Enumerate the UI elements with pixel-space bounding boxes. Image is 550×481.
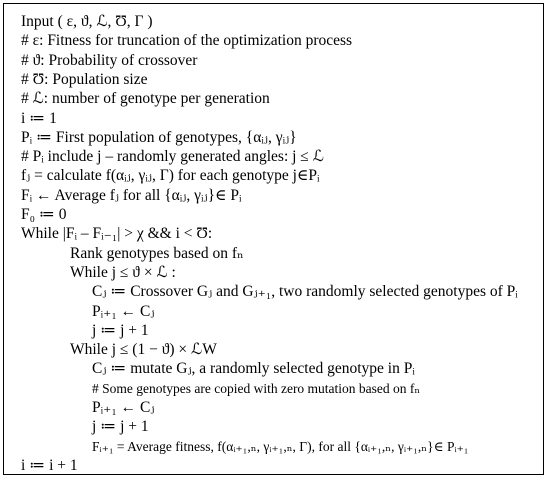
line-while-mutate: While j ≤ (1 − ϑ) × ℒW [70, 341, 217, 359]
comment-angles: # Pᵢ include j – randomly generated angles: j ≤ ℒ [21, 148, 324, 166]
comment-fitness: # ε: Fitness for truncation of the optimization process [21, 32, 353, 50]
algorithm-box [3, 3, 544, 475]
line-average-f: Fᵢ ← Average fⱼ for all {αᵢⱼ, γᵢⱼ}∈ Pᵢ [21, 186, 242, 204]
line-assign-pi1-a: Pᵢ₊₁ ← Cⱼ [92, 302, 155, 320]
line-first-population: Pᵢ ≔ First population of genotypes, {αᵢⱼ, γᵢⱼ} [21, 128, 297, 146]
line-increment-j-a: j ≔ j + 1 [92, 321, 149, 339]
comment-crossover: # ϑ: Probability of crossover [21, 51, 198, 69]
comment-population: # Ʊ: Population size [21, 70, 148, 88]
line-calculate-f: fⱼ = calculate f(αᵢⱼ, γᵢⱼ, Γ) for each genotype j∈Pᵢ [21, 167, 320, 185]
line-outer-while: While |Fᵢ – Fᵢ₋₁| > χ && i < Ʊ: [21, 225, 213, 243]
comment-zero-mutation: # Some genotypes are copied with zero mutation based on fₙ [92, 380, 421, 396]
line-f0: F₀ ≔ 0 [21, 206, 67, 223]
line-rank: Rank genotypes based on fₙ [70, 244, 244, 262]
line-final-fitness: Fᵢ₊₁ = Average fitness, f(αᵢ₊₁,ₙ, γᵢ₊₁,ₙ, Γ), for all {αᵢ₊₁,ₙ, γᵢ₊₁,ₙ}∈ Pᵢ₊₁ [92, 438, 469, 454]
comment-genotypes: # ℒ: number of genotype per generation [21, 90, 270, 108]
line-mutate: Cⱼ ≔ mutate Gⱼ, a randomly selected genotype in Pᵢ [92, 360, 415, 378]
line-assign-pi1-b: Pᵢ₊₁ ← Cⱼ [92, 399, 155, 416]
line-increment-j-b: j ≔ j + 1 [92, 418, 149, 436]
line-input: Input ( ε, ϑ, ℒ, Ʊ, Γ ) [21, 13, 153, 30]
line-while-crossover: While j ≤ ϑ × ℒ : [70, 263, 176, 281]
line-crossover: Cⱼ ≔ Crossover Gⱼ and Gⱼ₊₁, two randomly selected genotypes of Pᵢ [92, 283, 518, 301]
line-increment-i: i ≔ i + 1 [21, 456, 78, 474]
line-i-init: i ≔ 1 [21, 109, 57, 127]
